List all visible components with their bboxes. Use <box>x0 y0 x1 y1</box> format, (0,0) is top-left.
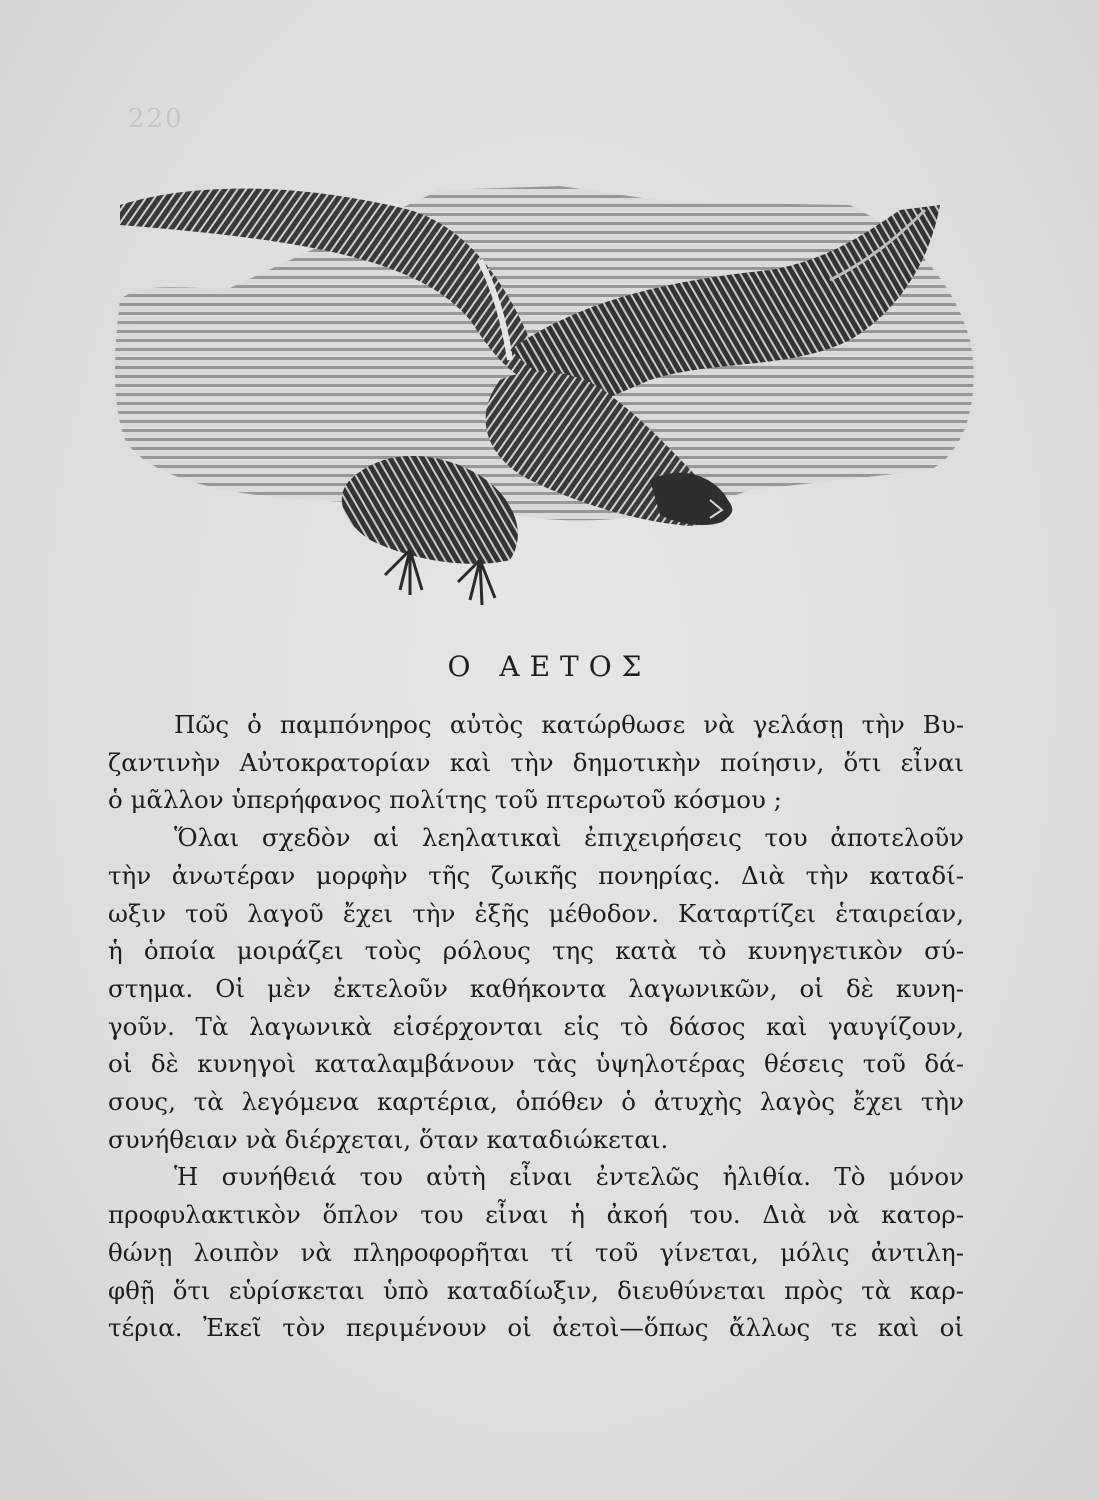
text-line: Πῶς ὁ παμπόνηρος αὐτὸς κατώρθωσε νὰ γελάσῃ τὴν Βυ- <box>174 710 964 739</box>
body-text <box>108 706 964 1347</box>
text-line: συνήθειαν νὰ διέρχεται, ὅταν καταδιώκεται. <box>108 1124 669 1154</box>
text-line: φθῇ ὅτι εὑρίσκεται ὑπὸ καταδίωξιν, διευθύνεται πρὸς τὰ καρ- <box>108 1275 964 1305</box>
text-line: οἱ δὲ κυνηγοὶ καταλαμβάνουν τὰς ὑψηλοτέρας θέσεις τοῦ δά- <box>108 1049 964 1079</box>
text-line: ζαντινὴν Αὐτοκρατορίαν καὶ τὴν δημοτικὴν ποίησιν, ὅτι εἶναι <box>108 747 964 777</box>
text-line: Ὅλαι σχεδὸν αἱ λεηλατικαὶ ἐπιχειρήσεις του ἀποτελοῦν <box>174 823 964 853</box>
text-line: θώνῃ λοιπὸν νὰ πληροφορῆται τί τοῦ γίνεται, μόλις ἀντιλη- <box>108 1237 964 1267</box>
text-line: ωξιν τοῦ λαγοῦ ἔχει τὴν ἑξῆς μέθοδον. Καταρτίζει ἑταιρείαν, <box>108 898 964 928</box>
text-line: ἡ ὁποία μοιράζει τοὺς ρόλους της κατὰ τὸ κυνηγετικὸν σύ- <box>108 936 964 966</box>
text-line: προφυλακτικὸν ὅπλον του εἶναι ἡ ἀκοή του. Διὰ νὰ κατορ- <box>108 1200 964 1230</box>
text-line: σους, τὰ λεγόμενα καρτέρια, ὁπόθεν ὁ ἀτυχὴς λαγὸς ἔχει τὴν <box>108 1087 964 1117</box>
text-line: στημα. Οἱ μὲν ἐκτελοῦν καθήκοντα λαγωνικῶν, οἱ δὲ κυνη- <box>108 973 964 1003</box>
text-line: τὴν ἀνωτέραν μορφὴν τῆς ζωικῆς πονηρίας. Διὰ τὴν καταδί- <box>108 860 964 890</box>
text-line: γοῦν. Τὰ λαγωνικὰ εἰσέρχονται εἰς τὸ δάσος καὶ γαυγίζουν, <box>108 1011 964 1041</box>
page-number: 220 <box>128 104 184 134</box>
text-line: Ἡ συνήθειά του αὐτὴ εἶναι ἐντελῶς ἠλιθία. Τὸ μόνον <box>174 1162 964 1192</box>
eagle-illustration <box>110 150 990 620</box>
page-title: Ο ΑΕΤΟΣ <box>447 650 652 683</box>
text-line: ὁ μᾶλλον ὑπερήφανος πολίτης τοῦ πτερωτοῦ κόσμου ; <box>108 785 782 815</box>
text-line: τέρια. Ἐκεῖ τὸν περιμένουν οἱ ἀετοὶ—ὅπως ἄλλως τε καὶ οἱ <box>108 1313 964 1343</box>
